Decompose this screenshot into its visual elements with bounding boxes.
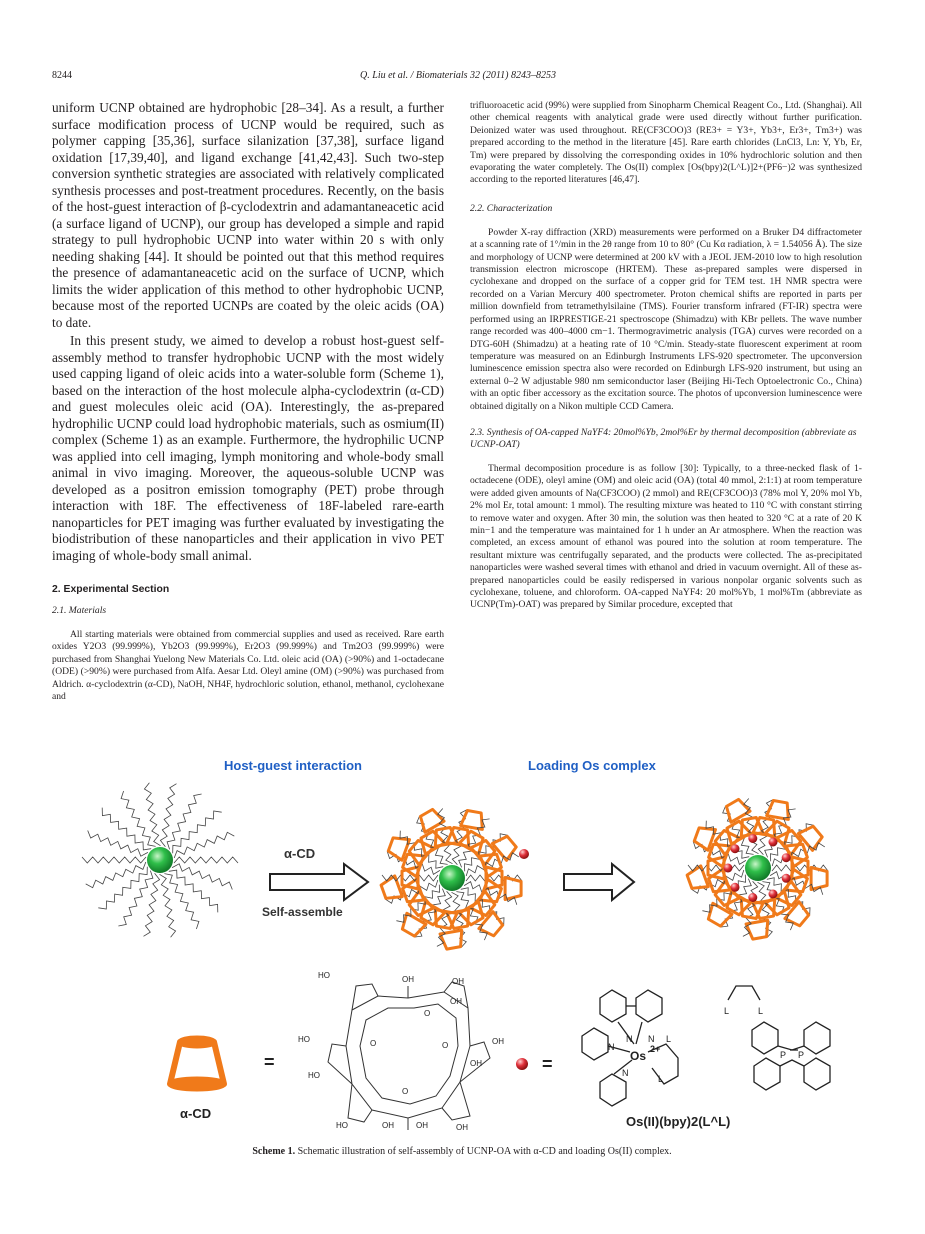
- n-label: N: [608, 1042, 615, 1052]
- os-complex-sphere-icon: [748, 893, 757, 902]
- l-label: L: [724, 1006, 730, 1016]
- oh-label: OH: [402, 975, 414, 984]
- ho-label: HO: [308, 1071, 320, 1080]
- acd-capped-nanoparticle: [380, 807, 522, 949]
- acd-arrow-label: α-CD: [284, 846, 316, 861]
- os-complex-sphere-icon: [731, 844, 740, 853]
- cyclodextrin-ring-icon: [811, 868, 827, 890]
- nanoparticle-core-icon: [439, 865, 465, 891]
- oh-label: OH: [450, 997, 462, 1006]
- o-label: O: [442, 1041, 449, 1050]
- running-head: Q. Liu et al. / Biomaterials 32 (2011) 8243–8253: [360, 70, 556, 81]
- oa-capped-nanoparticle: [82, 783, 238, 938]
- right-column: [470, 100, 862, 612]
- cyclodextrin-ring-icon: [401, 879, 424, 905]
- subsection-heading: 2.1. Materials: [52, 605, 107, 616]
- ho-label: HO: [298, 1035, 310, 1044]
- acd-legend-label: α-CD: [180, 1106, 212, 1121]
- oh-label: OH: [492, 1037, 504, 1046]
- caption-text: Schematic illustration of self-assembly of UCNP-OA with α-CD and loading Os(II) complex.: [297, 1146, 672, 1157]
- oh-label: OH: [416, 1121, 428, 1130]
- oh-label: OH: [452, 977, 464, 986]
- n-label: N: [648, 1034, 655, 1044]
- os-loaded-nanoparticle: [686, 797, 828, 939]
- page-number: 8244: [52, 70, 72, 81]
- paragraph: uniform UCNP obtained are hydrophobic [28–34]. As a result, a further surface modification process of UCNP would be required, such as polymer capping [35,36], surface silanization [37,38], surface ligand oxidation [17,39,40], and ligand exchange [41,42,43]. Such two-step conversion synthetic strategies are associated with relatively complicated synthesis processes and post-treatment procedures. Recently, on the basis of the host-guest interaction of β-cyclodextrin and adamantaneacetic acid (a surface ligand of UCNP), our group has developed a simple and rapid strategy to pull hydrophobic UCNP into water within 20 s with only needing shaking [44]. It should be pointed out that this method requires the presence of adamantaneacetic acid on the surface of UCNP, which limits the wider application of this method to other hydrophobic UCNP, because most of the reported UCNPs are coated by the oleic acids (OA) to date.: [52, 100, 444, 330]
- nanoparticle-core-icon: [147, 847, 173, 873]
- ho-label: HO: [318, 971, 330, 980]
- paragraph: In this present study, we aimed to develop a robust host-guest self-assembly method to transfer hydrophobic UCNP with the most widely used capping ligand of oleic acids into a water-soluble form (Scheme 1), based on the interaction of the host molecule alpha-cyclodextrin (α-CD) and guest molecules oleic acid (OA). Interestingly, the as-prepared hydrophilic UCNP could load hydrophobic materials, such as osmium(II) complex (Scheme 1) as an example. Furthermore, the hydrophilic UCNP was applied into cell imaging, lymph monitoring and whole-body small animal in vivo imaging. Moreover, the aqueous-soluble UCNP was developed as a positron emission tomography (PET) probe through interaction with 18F. The effectiveness of 18F-labeled rare-earth nanoparticles for PET imaging was further evaluated by investigating the biodistribution of these nanoparticles and their application in vivo PET imaging of whole-body small animal.: [52, 333, 444, 563]
- nanoparticle-core-icon: [745, 855, 771, 881]
- equals-sign: =: [264, 1052, 275, 1072]
- loading-os-label: Loading Os complex: [528, 758, 656, 773]
- scheme-figure: [52, 746, 872, 1136]
- os-complex-sphere-icon: [724, 864, 733, 873]
- cyclodextrin-ring-icon: [707, 869, 730, 895]
- os-complex-structure: [582, 986, 830, 1106]
- os-complex-sphere-icon: [519, 849, 529, 859]
- os-complex-label: Os(II)(bpy)2(L^L): [626, 1114, 731, 1129]
- left-column: [52, 100, 444, 703]
- cyclodextrin-ring-icon: [440, 930, 464, 950]
- cyclodextrin-ring-icon: [505, 878, 521, 900]
- cyclodextrin-ring-icon: [767, 800, 791, 820]
- section-heading: 2. Experimental Section: [52, 584, 170, 595]
- cyclodextrin-ring-icon: [380, 876, 403, 902]
- l-label: L: [658, 1074, 664, 1084]
- equals-sign: =: [542, 1054, 553, 1074]
- n-label: N: [626, 1034, 633, 1044]
- os-sphere-legend-icon: [516, 1058, 528, 1070]
- oh-label: OH: [382, 1121, 394, 1130]
- ho-label: HO: [336, 1121, 348, 1130]
- cyclodextrin-ring-icon: [480, 851, 503, 877]
- subsection-heading: 2.2. Characterization: [470, 202, 553, 214]
- cyclodextrin-ring-icon: [686, 866, 709, 892]
- paragraph: Thermal decomposition procedure is as follow [30]: Typically, to a three-necked flask of 1-octadecene (ODE), oleyl amine (OM) and oleic acid (OA) (total 40 mmol, 2:1:1) at room temperature were added given amounts of Na(CF3COO) (2 mmol) and RE(CF3COO)3 (78% mol Y, 20% mol Yb, 2% mol Er, total amount: 1 mmol). The resulting mixture was heated to 110 °C with constant stirring to remove water and oxygen. After 30 min, the solution was then heated to 320 °C at a rate of 20 K min−1 and the temperature was maintained for 1 h under an Ar atmosphere. When the reaction was completed, an excess amount of ethanol was poured into the solution at room temperature. The resultant mixture was centrifugally separated, and the products were collected. The as-precipitated nanoparticles were washed several times with ethanol and dried in vacuum overnight. All of these as-prepared nanoparticles could be easily redispersed in various nonpolar organic solvents such as cyclohexane, toluene, and chloroform. OA-capped NaYF4: 20 mol%Yb, 1 mol%Tm (abbreviate as UCNP(Tm)-OAT) was prepared by Similar procedure, excepted that: [470, 462, 862, 611]
- subsection-heading: 2.3. Synthesis of OA-capped NaYF4: 20mol%Yb, 2mol%Er by thermal decomposition (abbreviate as UCNP-OAT): [470, 426, 857, 450]
- loading-arrow: [564, 864, 634, 900]
- cyclodextrin-ring-icon: [746, 920, 770, 940]
- host-guest-label: Host-guest interaction: [224, 758, 362, 773]
- oh-label: OH: [456, 1123, 468, 1132]
- os-complex-sphere-icon: [748, 834, 757, 843]
- page-header: [52, 70, 864, 84]
- cyclodextrin-structure: [328, 982, 490, 1130]
- self-assemble-label: Self-assemble: [262, 905, 343, 919]
- caption-label: Scheme 1.: [252, 1146, 296, 1157]
- oh-label: OH: [470, 1059, 482, 1068]
- n-label: N: [622, 1068, 629, 1078]
- l-label: L: [758, 1006, 764, 1016]
- figure-caption: [52, 1146, 872, 1157]
- cyclodextrin-ring-icon: [786, 841, 809, 867]
- o-label: O: [402, 1087, 409, 1096]
- paragraph: trifluoroacetic acid (99%) were supplied from Sinopharm Chemical Reagent Co., Ltd. (Shanghai). All other chemical reagents with analytical grade were used directly without further purification. Deionized water was used throughout. RE(CF3COO)3 (RE3+ = Y3+, Yb3+, Er3+, Tm3+) was prepared according to the method in the literature [45]. Rare earth chlorides (LnCl3, Ln: Y, Yb, Er, Tm) were prepared by dissolving the corresponding oxides in 10% hydrochloric solution and then evaporating the water completely. The Os(II) complex [Os(bpy)2(L^L)]2+(PF6−)2 was synthesized according to the reported literatures [46,47].: [470, 100, 862, 186]
- p-label: P: [780, 1050, 787, 1060]
- acd-legend-icon: [170, 1038, 224, 1089]
- self-assemble-arrow: [270, 864, 368, 900]
- paragraph: Powder X-ray diffraction (XRD) measurements were performed on a Bruker D4 diffractometer at a scanning rate of 1°/min in the 2θ range from 10 to 80° (Cu Kα radiation, λ = 1.54056 Å). The size and morphology of UCNP were determined at 200 kV with a JEOL JEM-2010 low to high resolution transmission electron microscope (HRTEM). These as-prepared samples were dispersed in cyclohexane and dropped on the surface of a copper grid for TEM test. 1H NMR spectra were recorded on a Varian Mercury 400 spectrometer. Proton chemical shifts are reported in parts per million downfield from tetramethylsilaine (TMS). Fourier transform infrared (FT-IR) spectra were performed using an IRPRESTIGE-21 spectroscope (Shimadzu) with KBr pellets. The wave number range recorded was 400–4000 cm−1. Thermogravimetric analysis (TGA) curves were recorded on a DTG-60H (Shimadzu) at a heating rate of 10 °C/min. Steady-state fluorescent experiment at room temperature was measured on an Edinburgh Instruments LFS-920 spectrometer. The upconversion luminescence emission spectra also were recorded on Edinburgh LFS-920 instrument, but using an external 0–2 W adjustable 980 nm semiconductor laser (Beijing Hi-Tech Optoelectronic Co., China) with an optic fiber accessory as the excitation source. The photos of upconversion luminescence were obtained digitally on a Nikon multiple CCD Camera.: [470, 226, 862, 412]
- os-complex-sphere-icon: [769, 890, 778, 899]
- cyclodextrin-ring-icon: [461, 810, 485, 830]
- charge-label: 2+: [650, 1044, 661, 1054]
- l-label: L: [666, 1034, 672, 1044]
- os-atom-label: Os: [630, 1049, 647, 1063]
- paragraph: All starting materials were obtained from commercial supplies and used as received. Rare earth oxides Y2O3 (99.999%), Yb2O3 (99.999%), Er2O3 (99.999%) and Tm2O3 (99.999%) were purchased from Shanghai Yuelong New Materials Co. Ltd. oleic acid (OA) (>90%) and 1-octadecane (ODE) (>90%) were purchased from Alfa. Aesar Ltd. Oleyl amine (OM) (>90%) was purchased from Aldrich. α-cyclodextrin (α-CD), NaOH, NH4F, hydrochloric solution, ethanol, methanol, cyclohexane and: [52, 629, 444, 703]
- os-complex-sphere-icon: [731, 883, 740, 892]
- o-label: O: [370, 1039, 377, 1048]
- o-label: O: [424, 1009, 431, 1018]
- os-complex-sphere-icon: [782, 853, 791, 862]
- p-label: P: [798, 1050, 805, 1060]
